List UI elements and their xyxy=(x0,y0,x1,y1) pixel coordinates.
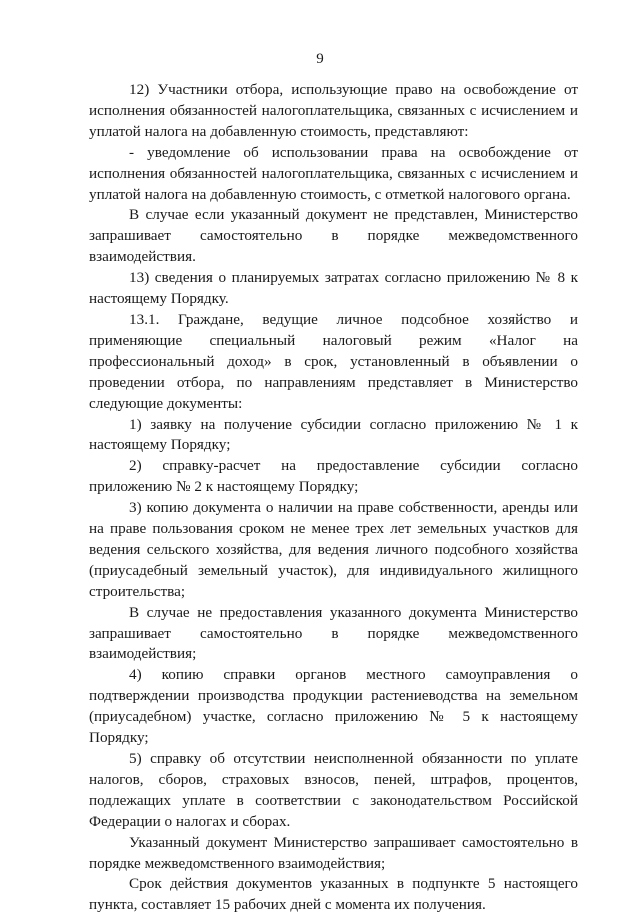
paragraph-13-1: 13.1. Граждане, ведущие личное подсобное хозяйство и применяющие специальный налоговый режим «Налог на профессиональный доход» в срок, установленный в объявлении о проведении отбора, по направлениям представляет в Министерство следующие документы: xyxy=(89,310,578,412)
paragraph-ministry-request-1: В случае если указанный документ не представлен, Министерство запрашивает самостоятельно в порядке межведомственного взаимодействия. xyxy=(89,206,578,266)
paragraph-notification: - уведомление об использовании права на освобождение от исполнения обязанностей налогоплательщика, связанных с исчислением и уплатой налога на добавленную стоимость, с отметкой налогового органа. xyxy=(89,143,578,203)
paragraph-item-5: 5) справку об отсутствии неисполненной обязанности по уплате налогов, сборов, страховых взносов, пеней, штрафов, процентов, подлежащих уплате в соответствии с законодательством Российской Федерации о налогах и сборах. xyxy=(89,750,578,830)
page-number: 9 xyxy=(316,51,324,67)
document-body xyxy=(89,80,578,916)
paragraph-ministry-request-3: Указанный документ Министерство запрашивает самостоятельно в порядке межведомственного взаимодействия; xyxy=(89,833,578,872)
paragraph-item-4: 4) копию справки органов местного самоуправления о подтверждении производства продукции растениеводства на земельном (приусадебном) участке, согласно приложению № 5 к настоящему Порядку; xyxy=(89,666,578,747)
paragraph-ministry-request-2: В случае не предоставления указанного документа Министерство запрашивает самостоятельно в порядке межведомственного взаимодействия; xyxy=(89,603,578,663)
paragraph-12: 12) Участники отбора, использующие право на освобождение от исполнения обязанностей налогоплательщика, связанных с исчислением и уплатой налога на добавленную стоимость, представляют: xyxy=(89,81,578,140)
paragraph-item-2: 2) справку-расчет на предоставление субсидии согласно приложению № 2 к настоящему Порядку; xyxy=(89,457,578,496)
paragraph-item-1: 1) заявку на получение субсидии согласно приложению № 1 к настоящему Порядку; xyxy=(89,415,578,454)
paragraph-item-3: 3) копию документа о наличии на праве собственности, аренды или на праве пользования сроком не менее трех лет земельных участков для ведения сельского хозяйства, для ведения личного подсобного хозяйства (приусадебный земельный участок), для индивидуального жилищного строительства; xyxy=(89,499,578,600)
paragraph-13: 13) сведения о планируемых затратах согласно приложению № 8 к настоящему Порядку. xyxy=(89,269,578,308)
paragraph-validity-period: Срок действия документов указанных в подпункте 5 настоящего пункта, составляет 15 рабочих дней с момента их получения. xyxy=(89,875,578,914)
